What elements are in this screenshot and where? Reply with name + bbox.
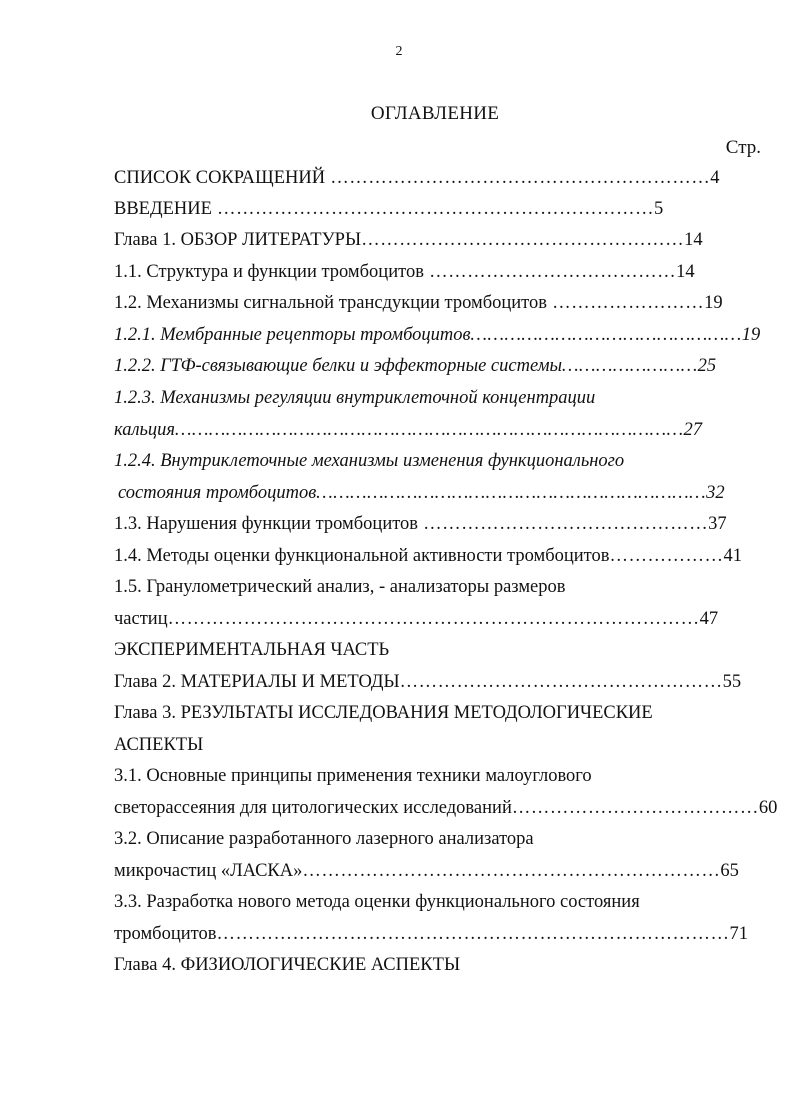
toc-entry-leader: ……………………………………… [418,514,709,534]
toc-entry-title: 1.2.3. Механизмы регуляции внутриклеточной концентрации [114,388,596,408]
toc-entry-title: микрочастиц «ЛАСКА» [114,861,303,881]
toc-entry [114,700,653,726]
toc-entry-title: частиц [114,609,168,629]
toc-entry-title: тромбоцитов [114,924,217,944]
toc-entry [114,448,624,474]
toc-entry [114,227,703,253]
toc-entry [114,259,695,285]
toc-entry-leader: …………………… [562,356,698,376]
toc-entry [114,669,741,695]
toc-entry [114,511,727,537]
toc-entry-page: 19 [741,325,761,345]
toc-entry-title: 1.2.4. Внутриклеточные механизмы изменения функционального [114,451,625,471]
toc-entry-title: ЭКСПЕРИМЕНТАЛЬНАЯ ЧАСТЬ [114,640,390,660]
toc-entry-leader: ………………………………… [511,798,759,818]
toc-entry-page: 71 [729,924,748,944]
toc-entry-leader: ……………………………………………………………………………… [175,420,684,440]
toc-entry-page: 27 [683,420,703,440]
toc-entry-title: АСПЕКТЫ [114,735,204,755]
toc-entry-title: 3.1. Основные принципы применения техники малоуглового [114,766,592,786]
toc-entry-leader: ………………………………………………………………………… [167,609,700,629]
toc-entry-leader: ………………………………………… [470,325,742,345]
toc-entry-page: 25 [697,356,717,376]
toc-entry [114,826,534,852]
pages-column-label: Стр. [725,137,761,158]
toc-entry [118,480,725,506]
toc-entry [114,290,723,316]
toc-entry-title: 1.4. Методы оценки функциональной активности тромбоцитов [114,546,610,566]
toc-entry-page: 19 [704,293,723,313]
toc-entry [114,543,742,569]
toc-entry-page: 37 [708,514,727,534]
toc-entry [114,732,203,758]
toc-entry-page: 4 [710,168,720,188]
toc-entry-page: 32 [706,483,725,503]
toc-entry-title: 1.2. Механизмы сигнальной трансдукции тромбоцитов [114,293,548,313]
toc-entry [114,921,748,947]
toc-entry [114,763,592,789]
toc-entry [114,858,739,884]
toc-entry-title: состояния тромбоцитов [118,483,317,503]
toc-entry-title: Глава 2. МАТЕРИАЛЫ И МЕТОДЫ [114,672,400,692]
toc-entry-title: кальция [114,420,176,440]
toc-entry [114,574,566,600]
toc-entry-title: Глава 1. ОБЗОР ЛИТЕРАТУРЫ [114,230,362,250]
toc-entry-page: 60 [758,798,778,818]
toc-entry-leader: …………………………………………………………… [316,483,707,503]
toc-entry-title: 1.2.2. ГТФ-связывающие белки и эффекторные системы [114,356,563,376]
toc-entry-title: 1.3. Нарушения функции тромбоцитов [114,514,419,534]
toc-entry [114,353,716,379]
toc-entry-title: 3.2. Описание разработанного лазерного анализатора [114,829,534,849]
toc-entry [114,952,460,978]
toc-entry-page: 41 [723,546,742,566]
toc-entry-title: 1.1. Структура и функции тромбоцитов [114,262,424,282]
toc-entry-title: СПИСОК СОКРАЩЕНИЙ [114,168,326,188]
toc-entry-title: 1.2.1. Мембранные рецепторы тромбоцитов [114,325,471,345]
toc-entry-page: 55 [722,672,742,692]
toc-entry-leader: …………………………………………………………… [211,199,655,219]
toc-entry [114,795,777,821]
toc-entry-title: 3.3. Разработка нового метода оценки функционального состояния [114,892,640,912]
toc-entry [114,196,663,222]
toc-entry-leader: ……………………………………………………………………… [216,924,730,944]
toc-entry [114,385,595,411]
toc-entry [114,165,719,191]
toc-entry-title: светорассеяния для цитологических исследований [114,798,512,818]
toc-entry-title: 1.5. Гранулометрический анализ, - анализаторы размеров [114,577,566,597]
toc-entry-page: 14 [676,262,695,282]
toc-entry-leader: ………………………………………………………… [302,861,721,881]
toc-entry-page: 5 [654,199,664,219]
toc-entry [114,606,718,632]
toc-entry-title: Глава 4. ФИЗИОЛОГИЧЕСКИЕ АСПЕКТЫ [114,955,461,975]
toc-entry-page: 14 [684,230,703,250]
toc-entry [114,889,640,915]
toc-entry [114,637,389,663]
toc-entry-title: ВВЕДЕНИЕ [114,199,212,219]
toc-entry-leader: ………………………………… [423,262,677,282]
toc-entry [114,322,760,348]
page-number: 2 [395,44,403,59]
page-title: ОГЛАВЛЕНИЕ [370,103,500,124]
toc-entry-page: 65 [720,861,739,881]
toc-entry-leader: …………………………………………………… [325,168,711,188]
toc-entry [114,417,702,443]
toc-entry-leader: ……………… [609,546,724,566]
toc-entry-leader: …………………………………………… [399,672,723,692]
toc-entry-page: 47 [699,609,719,629]
toc-entry-leader: …………………… [547,293,705,313]
toc-entry-title: Глава 3. РЕЗУЛЬТАТЫ ИССЛЕДОВАНИЯ МЕТОДОЛОГИЧЕСКИЕ [114,703,653,723]
toc-entry-leader: …………………………………………… [361,230,685,250]
